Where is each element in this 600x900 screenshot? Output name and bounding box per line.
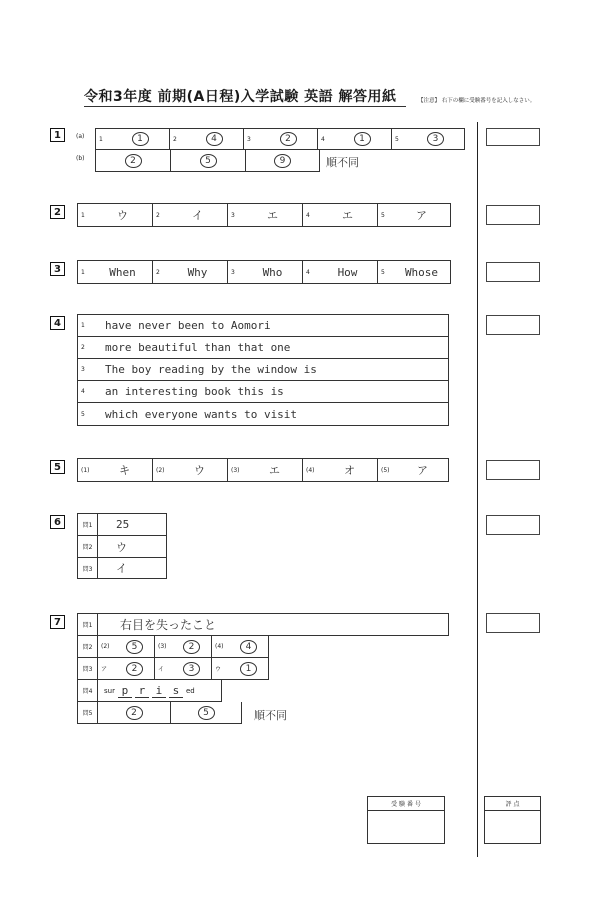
q6-answer: 25 xyxy=(116,518,130,531)
q3-item-number: 2 xyxy=(156,268,160,276)
q1-a-answer: 1 xyxy=(354,132,371,146)
q2-cell[interactable] xyxy=(78,204,153,226)
question-number-3: 3 xyxy=(50,262,65,276)
q3-row xyxy=(77,260,451,284)
question-number-1: 1 xyxy=(50,128,65,142)
question-number-6: 6 xyxy=(50,515,65,529)
q6-row[interactable] xyxy=(78,558,166,578)
score-box-q5[interactable] xyxy=(486,460,540,480)
q1-a-item-number: 3 xyxy=(247,135,251,143)
q1-a-answer: 1 xyxy=(132,132,149,146)
q7-t5-answer: 5 xyxy=(198,706,215,720)
q7-t5-cell[interactable] xyxy=(171,702,241,723)
q7-t2-item-number: (3) xyxy=(158,643,167,650)
q4-line-answer: more beautiful than that one xyxy=(105,341,291,354)
q2-item-number: 1 xyxy=(81,211,85,219)
score-box-q7[interactable] xyxy=(486,613,540,633)
q7-t3-answer: 1 xyxy=(240,662,257,676)
q7-t3-label: 問3 xyxy=(78,658,98,679)
q1-b-cell[interactable] xyxy=(171,150,246,171)
q2-answer: イ xyxy=(192,209,203,222)
q1-b-note: 順不同 xyxy=(326,156,359,169)
score-box-q3[interactable] xyxy=(486,262,540,282)
title-underline xyxy=(84,106,406,107)
q1-label-a: (a) xyxy=(76,133,85,140)
q7-t2-label: 問2 xyxy=(78,636,98,657)
q5-item-number: (4) xyxy=(306,466,315,474)
q7-t4-letter: s xyxy=(169,684,183,698)
q7-t1-answer: 右目を失ったこと xyxy=(120,618,217,632)
q1-a-item-number: 5 xyxy=(395,135,399,143)
q6-row[interactable] xyxy=(78,536,166,558)
question-number-5: 5 xyxy=(50,460,65,474)
q7-t2-answer: 2 xyxy=(183,640,200,654)
q1-a-answer: 4 xyxy=(206,132,223,146)
q1-a-item-number: 1 xyxy=(99,135,103,143)
q3-cell[interactable] xyxy=(228,261,303,283)
q4-line-answer: have never been to Aomori xyxy=(105,319,271,332)
q1-a-cell[interactable] xyxy=(318,129,392,149)
q4-line[interactable] xyxy=(78,359,448,381)
q7-t2-item-number: (2) xyxy=(101,643,110,650)
q7-t4-letter: r xyxy=(135,684,149,698)
q3-cell[interactable] xyxy=(378,261,450,283)
score-total-label: 評 点 xyxy=(485,797,540,811)
q7-t4-letter: p xyxy=(118,684,132,698)
q1-label-b: (b) xyxy=(76,155,85,162)
q2-answer: ウ xyxy=(117,209,128,222)
q5-cell[interactable] xyxy=(78,459,153,481)
q7-t3-cell[interactable] xyxy=(212,658,268,679)
q4-line-answer: which everyone wants to visit xyxy=(105,407,298,421)
q7-t5-answer: 2 xyxy=(126,706,143,720)
q2-answer: エ xyxy=(342,209,353,222)
score-box-q1[interactable] xyxy=(486,128,540,146)
q1-a-row xyxy=(95,128,465,150)
q4-line-number: 4 xyxy=(81,388,85,395)
q7-t2-cell[interactable] xyxy=(155,636,212,657)
q2-item-number: 2 xyxy=(156,211,160,219)
q6-item-number: 問2 xyxy=(78,536,98,557)
notice-text: 【注意】 右下の欄に受験番号を記入しなさい。 xyxy=(418,98,536,104)
q5-item-number: (5) xyxy=(381,466,390,474)
q7-t3-item-number: イ xyxy=(158,666,165,673)
page-title: 令和3年度 前期(A日程)入学試験 英語 解答用紙 xyxy=(84,89,397,105)
q3-cell[interactable] xyxy=(303,261,378,283)
q3-item-number: 4 xyxy=(306,268,310,276)
q5-answer: ウ xyxy=(194,464,205,477)
question-number-4: 4 xyxy=(50,316,65,330)
q5-cell[interactable] xyxy=(378,459,448,481)
q4-answer-box xyxy=(77,314,449,426)
q1-b-row xyxy=(95,150,320,172)
q1-a-cell[interactable] xyxy=(96,129,170,149)
q3-item-number: 1 xyxy=(81,268,85,276)
q7-t4-row[interactable] xyxy=(77,680,222,702)
q6-item-number: 問1 xyxy=(78,514,98,535)
q5-cell[interactable] xyxy=(153,459,228,481)
score-box-q4[interactable] xyxy=(486,315,540,335)
q2-cell[interactable] xyxy=(228,204,303,226)
score-total-box[interactable] xyxy=(484,796,541,844)
q7-t1-label: 問1 xyxy=(78,614,98,635)
q3-answer: Whose xyxy=(404,265,439,279)
q1-b-cell[interactable] xyxy=(96,150,171,171)
q7-t3-answer: 2 xyxy=(126,662,143,676)
q7-t2-item-number: (4) xyxy=(215,643,224,650)
q7-t3-cell[interactable] xyxy=(155,658,212,679)
q5-answer: エ xyxy=(269,464,280,477)
q1-a-answer: 2 xyxy=(280,132,297,146)
q7-t5-label: 問5 xyxy=(78,702,98,723)
q1-b-answer: 2 xyxy=(125,154,142,168)
q5-answer: キ xyxy=(119,464,130,477)
exam-number-box[interactable] xyxy=(367,796,445,844)
q6-answer: ウ xyxy=(116,540,127,554)
q7-t2-cell[interactable] xyxy=(98,636,155,657)
q6-row[interactable] xyxy=(78,514,166,536)
q4-line-number: 1 xyxy=(81,322,85,329)
q3-answer: How xyxy=(337,265,358,279)
q3-item-number: 3 xyxy=(231,268,235,276)
q7-t2-cell[interactable] xyxy=(212,636,268,657)
q5-answer: オ xyxy=(344,464,355,477)
q2-item-number: 3 xyxy=(231,211,235,219)
q1-a-item-number: 4 xyxy=(321,135,325,143)
q3-item-number: 5 xyxy=(381,268,385,276)
score-box-q2[interactable] xyxy=(486,205,540,225)
q4-line[interactable] xyxy=(78,315,448,337)
q7-t3-item-number: ウ xyxy=(215,666,222,673)
q7-t4-letter: i xyxy=(152,684,166,698)
q4-line[interactable] xyxy=(78,337,448,359)
q7-t1-row[interactable] xyxy=(77,613,449,636)
q7-t3-row xyxy=(77,658,269,680)
q7-t2-answer: 4 xyxy=(240,640,257,654)
q1-a-item-number: 2 xyxy=(173,135,177,143)
q2-answer: ア xyxy=(416,209,427,222)
q1-a-cell[interactable] xyxy=(244,129,318,149)
q7-t5-note: 順不同 xyxy=(254,709,287,722)
exam-number-label: 受 験 番 号 xyxy=(368,797,444,811)
q5-row xyxy=(77,458,449,482)
q3-answer: When xyxy=(109,265,136,279)
q6-answer: イ xyxy=(116,562,127,575)
q5-item-number: (2) xyxy=(156,466,165,474)
q4-line[interactable] xyxy=(78,381,448,403)
q2-row xyxy=(77,203,451,227)
question-number-7: 7 xyxy=(50,615,65,629)
q2-cell[interactable] xyxy=(378,204,450,226)
q1-a-cell[interactable] xyxy=(170,129,244,149)
q2-answer: エ xyxy=(267,209,278,222)
q4-line-number: 5 xyxy=(81,410,85,418)
score-column-divider xyxy=(477,122,478,857)
q7-t5-row xyxy=(77,702,242,724)
q1-b-answer: 5 xyxy=(200,154,217,168)
q4-line-number: 3 xyxy=(81,366,85,373)
q7-t2-row xyxy=(77,636,269,658)
q2-item-number: 5 xyxy=(381,211,385,219)
q7-t3-answer: 3 xyxy=(183,662,200,676)
q1-b-cell[interactable] xyxy=(246,150,319,171)
q3-answer: Who xyxy=(262,265,283,279)
q1-b-answer: 9 xyxy=(274,154,291,168)
q6-item-number: 問3 xyxy=(78,558,98,578)
q6-answer-box xyxy=(77,513,167,579)
q2-item-number: 4 xyxy=(306,211,310,219)
q4-line[interactable] xyxy=(78,403,448,425)
q2-cell[interactable] xyxy=(153,204,228,226)
q3-cell[interactable] xyxy=(78,261,153,283)
q4-line-answer: an interesting book this is xyxy=(105,385,284,398)
q7-t3-item-number: ア xyxy=(101,666,108,673)
q5-cell[interactable] xyxy=(228,459,303,481)
q5-answer: ア xyxy=(417,464,428,477)
q2-cell[interactable] xyxy=(303,204,378,226)
score-box-q6[interactable] xyxy=(486,515,540,535)
q7-t5-cell[interactable] xyxy=(98,702,171,723)
q7-t4-suffix: ed xyxy=(185,686,195,695)
q7-t2-answer: 5 xyxy=(126,640,143,654)
q5-cell[interactable] xyxy=(303,459,378,481)
q4-line-number: 2 xyxy=(81,344,85,351)
q5-item-number: (3) xyxy=(231,466,240,474)
q4-line-answer: The boy reading by the window is xyxy=(105,363,317,376)
q7-t4-label: 問4 xyxy=(78,680,98,701)
q3-answer: Why xyxy=(187,265,208,279)
question-number-2: 2 xyxy=(50,205,65,219)
q1-a-cell[interactable] xyxy=(392,129,464,149)
q3-cell[interactable] xyxy=(153,261,228,283)
q7-t3-cell[interactable] xyxy=(98,658,155,679)
q1-a-answer: 3 xyxy=(427,132,444,146)
q7-t4-prefix: sur xyxy=(104,686,115,695)
q5-item-number: (1) xyxy=(81,466,90,474)
